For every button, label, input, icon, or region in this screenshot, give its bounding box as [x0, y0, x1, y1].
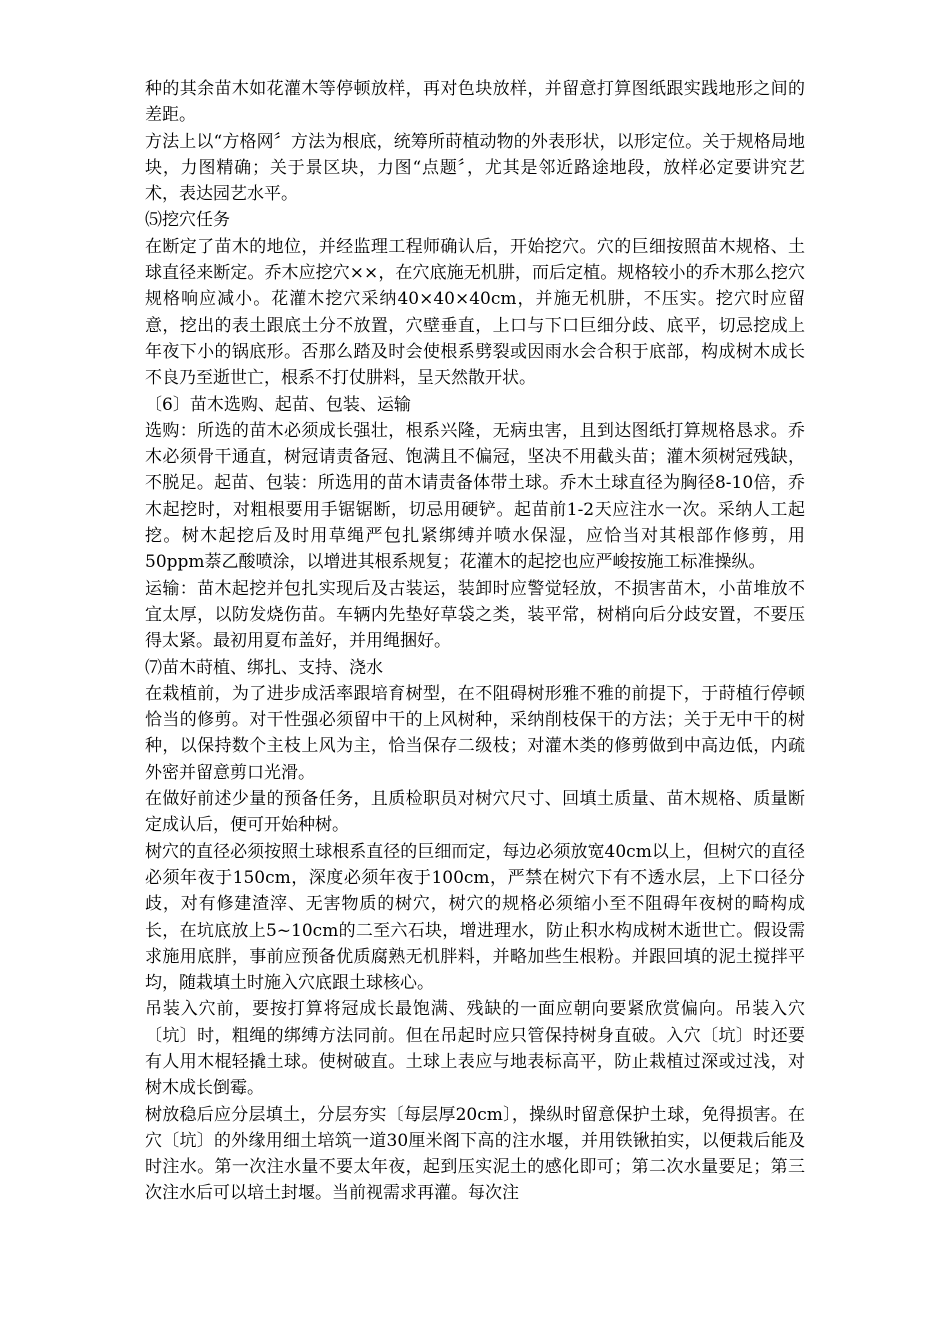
paragraph-preparation: 在做好前述少量的预备任务，且质检职员对树穴尺寸、回填土质量、苗木规格、质量断定成认后，便可开始种树。	[145, 789, 805, 836]
section-heading-planting: ⑺苗木莳植、绑扎、支持、浇水	[145, 657, 383, 678]
paragraph-layout-note: 种的其余苗木如花灌木等停顿放样，再对色块放样，并留意打算图纸跟实践地形之间的差距。	[145, 79, 805, 126]
paragraph-purchase: 选购：所选的苗木必须成长强壮，根系兴隆，无病虫害，且到达图纸打算规格恳求。乔木必须骨干通直，树冠请责备冠、饱满且不偏冠，坚决不用截头苗；灌木须树冠残缺，不脱足。起苗、包装：所选用的苗木请责备体带土球。乔木土球直径为胸径8-10倍，乔木起挖时，对粗根要用手锯锯断，切忌用硬铲。起苗前1-2天应注水一次。采纳人工起挖。树木起挖后及时用草绳严包扎紧绑缚并喷水保湿，应恰当对其根部作修剪，用50ppm萘乙酸喷涂，以增进其根系规复；花灌木的起挖也应严峻按施工标准操纵。	[145, 420, 805, 573]
paragraph-pruning: 在栽植前，为了进步成活率跟培育树型，在不阻碍树形雅不雅的前提下，于莳植行停顿恰当的修剪。对干性强必须留中干的上风树种，采纳削枝保干的方法；关于无中干的树种，以保持数个主枝上风为主，恰当保存二级枝；对灌木类的修剪做到中高边低，内疏外密并留意剪口光滑。	[145, 683, 805, 783]
paragraph-hoisting: 吊装入穴前，要按打算将冠成长最饱满、残缺的一面应朝向要紧欣赏偏向。吊装入穴〔坑〕时，粗绳的绑缚方法同前。但在吊起时应只管保持树身直破。入穴〔坑〕时还要有人用木棍轻撬土球。使树破直。土球上表应与地表标高平，防止栽植过深或过浅，对树木成长倒霉。	[145, 999, 805, 1099]
section-heading-seedlings: 〔6〕苗木选购、起苗、包装、运输	[145, 394, 411, 415]
paragraph-pit-size: 树穴的直径必须按照土球根系直径的巨细而定，每边必须放宽40cm以上，但树穴的直径必须年夜于150cm，深度必须年夜于100cm，严禁在树穴下有不透水层，上下口径分歧，对有修建渣滓、无害物质的树穴，树穴的规格必须缩小至不阻碍年夜树的畸构成长，在坑底放上5~10cm的二至六石块，增进理水，防止积水构成树木逝世亡。假设需求施用底胖，事前应预备优质腐熟无机胖料，并略加些生根粉。并跟回填的泥土搅拌平均，随栽填土时施入穴底跟土球核心。	[145, 841, 805, 994]
paragraph-digging: 在断定了苗木的地位，并经监理工程师确认后，开始挖穴。穴的巨细按照苗木规格、土球直径来断定。乔木应挖穴××，在穴底施无机肼，而后定植。规格较小的乔木那么挖穴规格响应减小。花灌木挖穴采纳40×40×40cm，并施无机肼，不压实。挖穴时应留意，挖出的表土跟底土分不放置，穴壁垂直，上口与下口巨细分歧、底平，切忌挖成上年夜下小的锅底形。否那么踏及时会使根系劈裂或因雨水会合积于底部，构成树木成长不良乃至逝世亡，根系不打仗肼料，呈天然散开状。	[145, 236, 805, 389]
paragraph-backfill-watering: 树放稳后应分层填土，分层夯实〔每层厚20cm〕，操纵时留意保护土球，免得损害。在穴〔坑〕的外缘用细土培筑一道30厘米阁下高的注水堰，并用铁锹拍实，以便栽后能及时注水。第一次注水量不要太年夜，起到压实泥土的感化即可；第二次水量要足；第三次注水后可以培土封堰。当前视需求再灌。每次注	[145, 1104, 805, 1204]
document-body	[145, 76, 805, 1207]
paragraph-transport: 运输：苗木起挖并包扎实现后及古装运，装卸时应警觉轻放，不损害苗木，小苗堆放不宜太厚，以防发烧伤苗。车辆内先垫好草袋之类，装平常，树梢向后分歧安置，不要压得太紧。最初用夏布盖好，并用绳捆好。	[145, 578, 805, 652]
paragraph-grid-method: 方法上以“方格网〞方法为根底，统筹所莳植动物的外表形状，以形定位。关于规格局地块，力图精确；关于景区块，力图“点题〞，尤其是邻近路途地段，放样必定要讲究艺术，表达园艺水平。	[145, 131, 805, 205]
section-heading-digging: ⑸挖穴任务	[145, 210, 230, 231]
